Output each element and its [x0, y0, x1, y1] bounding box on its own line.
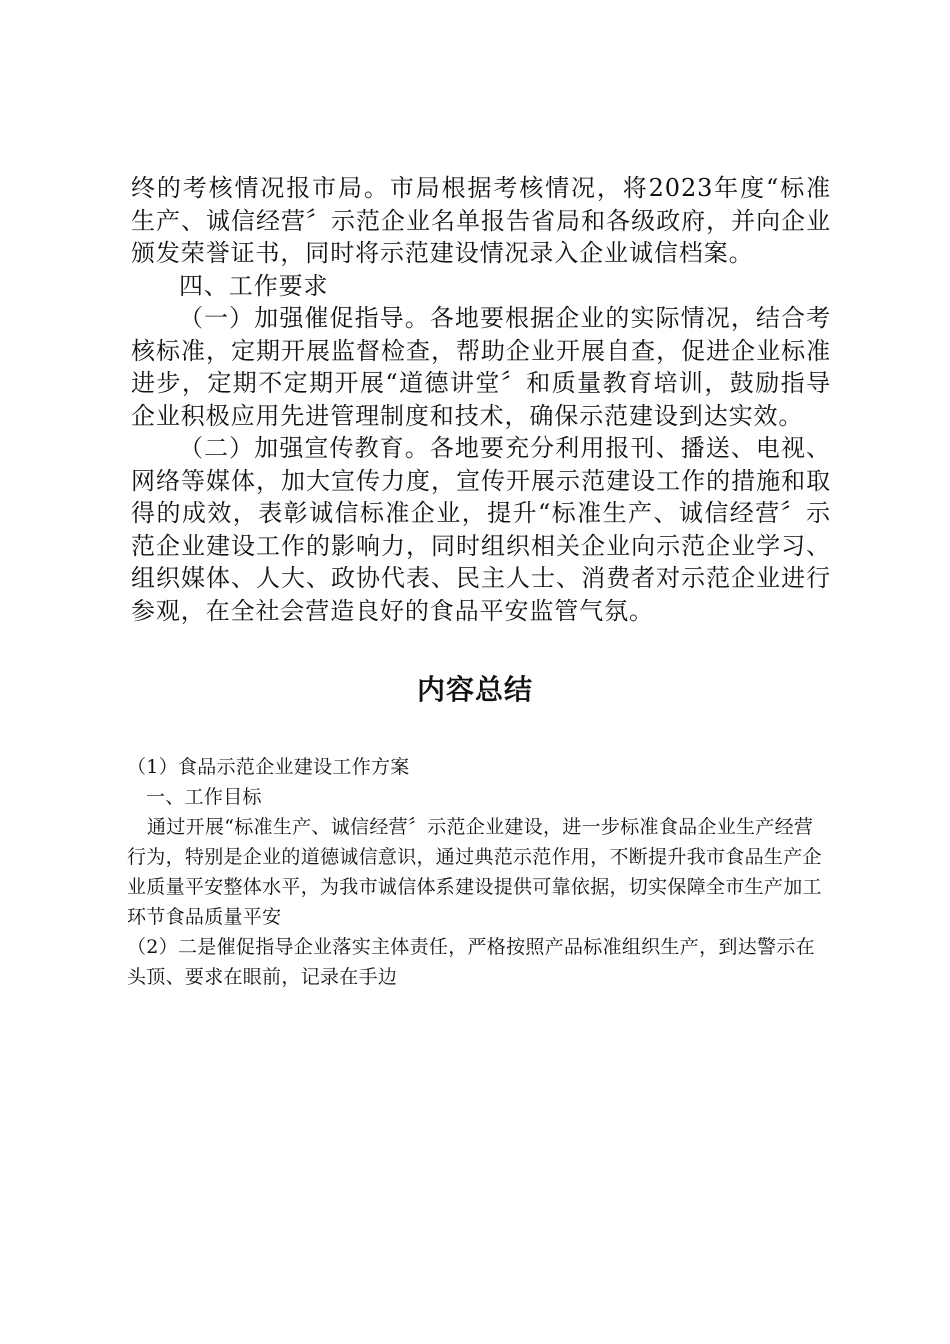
summary-heading-work-goals: 一、工作目标 [146, 786, 262, 808]
summary-title: 内容总结 [416, 673, 533, 706]
summary-goals-text: 通过开展“标准生产、诚信经营〞示范企业建设，进一步标准食品企业生产经营行为，特别是企业的道德诚信意识，通过典范示范作用，不断提升我市食品生产企业质量平安整体水平，为我市诚信体系建设提供可靠依据，切实保障全市生产加工环节食品质量平安 [127, 816, 822, 928]
paragraph-assessment-report: 终的考核情况报市局。市局根据考核情况，将2023年度“标准生产、诚信经营〞示范企业名单报告省局和各级政府，并向企业颁发荣誉证书，同时将示范建设情况录入企业诚信档案。 [131, 174, 831, 267]
document-body [131, 172, 831, 627]
summary-section [127, 752, 827, 992]
summary-item-2: （2）二是催促指导企业落实主体责任，严格按照产品标准组织生产，到达警示在头顶、要求在眼前，记录在手边 [127, 936, 815, 988]
paragraph-publicity-education: （二）加强宣传教育。各地要充分利用报刊、播送、电视、网络等媒体，加大宣传力度，宣传开展示范建设工作的措施和取得的成效，表彰诚信标准企业，提升“标准生产、诚信经营〞示范企业建设工作的影响力，同时组织相关企业向示范企业学习、组织媒体、人大、政协代表、民主人士、消费者对示范企业进行参观，在全社会营造良好的食品平安监管气氛。 [131, 434, 831, 625]
section-heading-work-requirements: 四、工作要求 [179, 271, 329, 300]
paragraph-supervision-guidance: （一）加强催促指导。各地要根据企业的实际情况，结合考核标准，定期开展监督检查，帮助企业开展自查，促进企业标准进步，定期不定期开展“道德讲堂〞和质量教育培训，鼓励指导企业积极应用先进管理制度和技术，确保示范建设到达实效。 [131, 304, 831, 430]
summary-item-1: （1）食品示范企业建设工作方案 [127, 756, 410, 778]
